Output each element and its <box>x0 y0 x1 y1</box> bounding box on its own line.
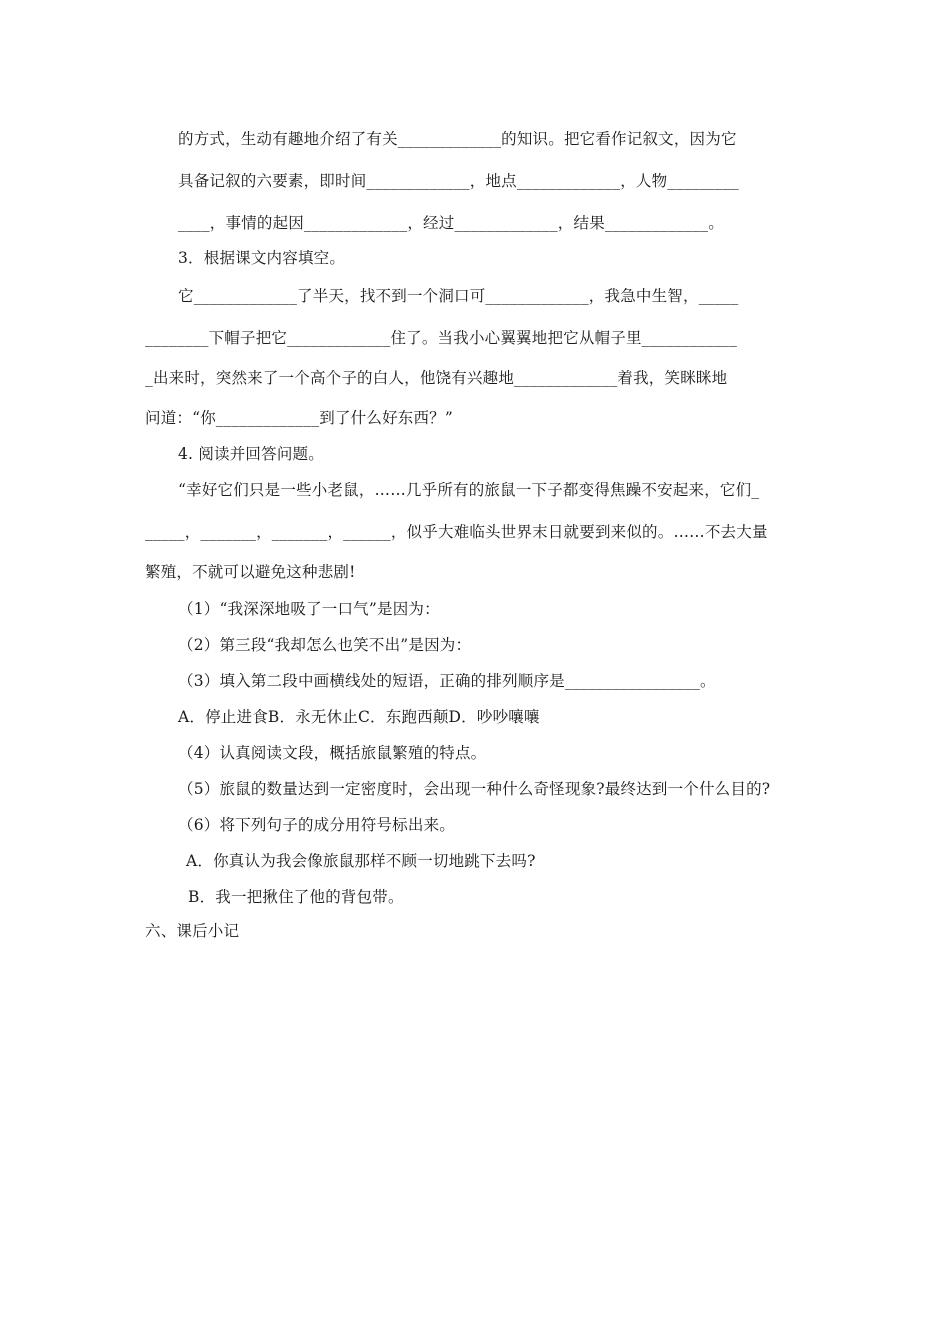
text-line-1: 的方式，生动有趣地介绍了有关_____________的知识。把它看作记叙文，因为它 <box>178 130 737 148</box>
text-line-8: 问道：“你_____________到了什么好东西？” <box>145 409 453 427</box>
passage-line-2: _____，_______，_______，______，似乎大难临头世界末日就要到来似的。……不去大量 <box>145 523 768 541</box>
text-line-7: _出来时，突然来了一个高个子的白人，他饶有兴趣地_____________着我，笑眯眯地 <box>145 369 728 387</box>
sub-question-4: （4）认真阅读文段，概括旅鼠繁殖的特点。 <box>178 744 487 762</box>
passage-line-3: 繁殖，不就可以避免这种悲剧! <box>145 563 356 581</box>
question-3-heading: 3．根据课文内容填空。 <box>178 249 346 267</box>
sentence-a: A．你真认为我会像旅鼠那样不顾一切地跳下去吗? <box>186 852 536 870</box>
text-line-3: ____，事情的起因_____________，经过_____________，结果_____________。 <box>178 214 724 232</box>
sub-question-2: （2）第三段“我却怎么也笑不出”是因为： <box>178 636 472 654</box>
text-line-6: ________下帽子把它_____________住了。当我小心翼翼地把它从帽子里____________ <box>145 329 738 347</box>
text-line-2: 具备记叙的六要素，即时间_____________，地点_____________，人物_________ <box>178 172 739 190</box>
question-4-heading: 4. 阅读并回答问题。 <box>178 445 324 463</box>
option-list: A．停止进食B．永无休止C．东跑西颠D．吵吵嚷嚷 <box>178 708 540 726</box>
passage-line-1: “幸好它们只是一些小老鼠，……几乎所有的旅鼠一下子都变得焦躁不安起来，它们_ <box>178 481 760 499</box>
sub-question-3: （3）填入第二段中画横线处的短语，正确的排列顺序是_________________。 <box>178 672 716 690</box>
sub-question-5: （5）旅鼠的数量达到一定密度时，会出现一种什么奇怪现象?最终达到一个什么目的? <box>178 780 771 798</box>
sentence-b: B．我一把揪住了他的背包带。 <box>188 888 404 906</box>
text-line-5: 它_____________了半天，找不到一个洞口可_____________，我急中生智，_____ <box>178 287 739 305</box>
section-heading-6: 六、课后小记 <box>145 922 240 940</box>
sub-question-1: （1）“我深深地吸了一口气”是因为： <box>178 600 440 618</box>
sub-question-6: （6）将下列句子的成分用符号标出来。 <box>178 816 455 834</box>
